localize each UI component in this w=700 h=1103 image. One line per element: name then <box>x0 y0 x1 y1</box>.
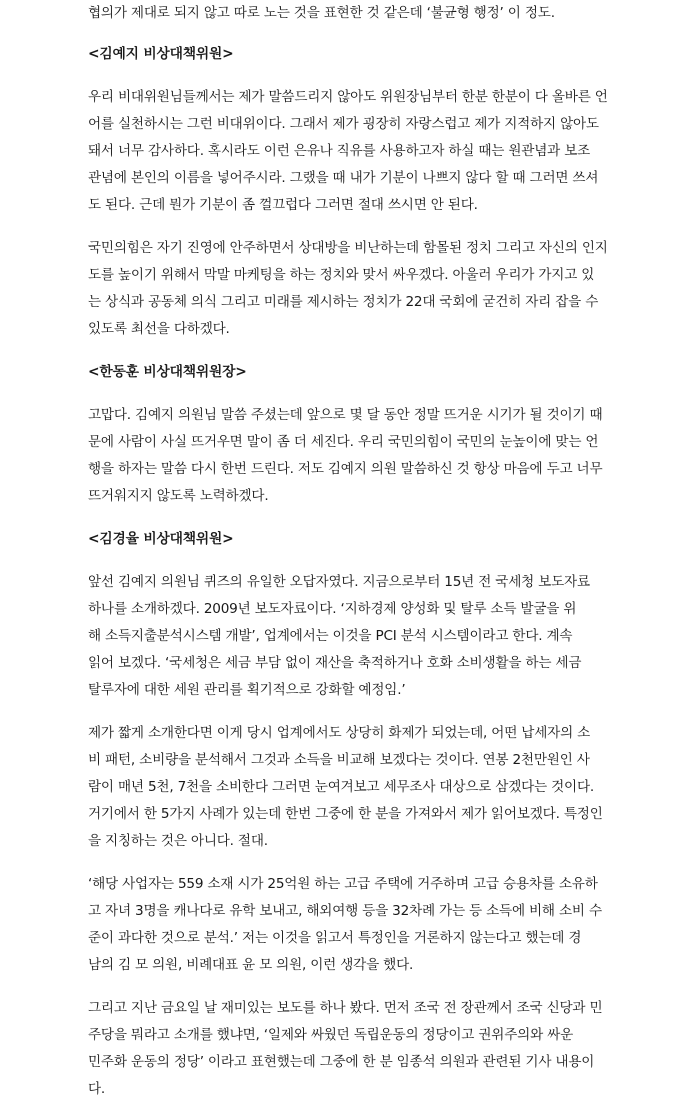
document-page <box>88 0 618 1103</box>
text-line: 남의 김 모 의원, 비례대표 윤 모 의원, 이런 생각을 했다. <box>88 957 414 973</box>
paragraph-kim-kyungyul-4 <box>88 995 618 1103</box>
text-line: 람이 매년 5천, 7천을 소비한다 그러면 눈여겨보고 세무조사 대상으로 삼겠다는 것이다. <box>88 779 595 795</box>
paragraph-kim-kyungyul-1 <box>88 569 618 704</box>
text-line: 협의가 제대로 되지 않고 따로 노는 것을 표현한 것 같은데 ‘불균형 행정’ 이 정도. <box>88 5 555 21</box>
text-line: 읽어 보겠다. ‘국세청은 세금 부담 없이 재산을 축적하거나 호화 소비생활을 하는 세금 <box>88 655 582 671</box>
speaker-heading-han-donghoon: <한동훈 비상대책위원장> <box>88 364 247 380</box>
text-line: 도 된다. 근데 뭔가 기분이 좀 껄끄럽다 그러면 절대 쓰시면 안 된다. <box>88 197 478 213</box>
text-line: 거기에서 한 5가지 사례가 있는데 한번 그중에 한 분을 가져와서 제가 읽어보겠다. 특정인 <box>88 806 603 822</box>
text-line: 제가 짧게 소개한다면 이게 당시 업계에서도 상당히 화제가 되었는데, 어떤 납세자의 소 <box>88 725 591 741</box>
text-line: 을 지칭하는 것은 아니다. 절대. <box>88 833 268 849</box>
text-line: 행을 하자는 말씀 다시 한번 드린다. 저도 김예지 의원 말씀하신 것 항상 마음에 두고 너무 <box>88 461 603 477</box>
text-line: ‘해당 사업자는 559 소재 시가 25억원 하는 고급 주택에 거주하며 고급 승용차를 소유하 <box>88 876 598 892</box>
text-line: 해 소득지출분석시스템 개발’, 업계에서는 이것을 PCI 분석 시스템이라고 한다. 계속 <box>88 628 573 644</box>
text-line: 도를 높이기 위해서 막말 마케팅을 하는 정치와 맞서 싸우겠다. 아울러 우리가 가지고 있 <box>88 267 595 283</box>
text-line: 돼서 너무 감사하다. 혹시라도 이런 은유나 직유를 사용하고자 하실 때는 원관념과 보조 <box>88 143 591 159</box>
paragraph-kim-yeji-1 <box>88 84 618 219</box>
text-line: 문에 사람이 사실 뜨거우면 말이 좀 더 세진다. 우리 국민의힘이 국민의 눈높이에 맞는 언 <box>88 434 599 450</box>
text-line: 주당을 뭐라고 소개를 했냐면, ‘일제와 싸웠던 독립운동의 정당이고 권위주의와 싸운 <box>88 1027 574 1043</box>
text-line: 뜨거워지지 않도록 노력하겠다. <box>88 488 269 504</box>
text-line: 국민의힘은 자기 진영에 안주하면서 상대방을 비난하는데 함몰된 정치 그리고 자신의 인지 <box>88 240 608 256</box>
text-line: 고 자녀 3명을 캐나다로 유학 보내고, 해외여행 등을 32차례 가는 등 소득에 비해 소비 수 <box>88 903 602 919</box>
paragraph-kim-kyungyul-2 <box>88 720 618 855</box>
text-line: 있도록 최선을 다하겠다. <box>88 321 230 337</box>
speaker-heading-kim-yeji: <김예지 비상대책위원> <box>88 46 234 62</box>
text-line: 어를 실천하시는 그런 비대위이다. 그래서 제가 굉장히 자랑스럽고 제가 지적하지 않아도 <box>88 116 599 132</box>
text-line: 앞선 김예지 의원님 퀴즈의 유일한 오답자였다. 지금으로부터 15년 전 국세청 보도자료 <box>88 574 590 590</box>
paragraph-kim-yeji-2 <box>88 235 618 343</box>
text-line: 하나를 소개하겠다. 2009년 보도자료이다. ‘지하경제 양성화 및 탈루 소득 발굴을 위 <box>88 601 577 617</box>
paragraph-intro <box>88 0 618 27</box>
text-line: 고맙다. 김예지 의원님 말씀 주셨는데 앞으로 몇 달 동안 정말 뜨거운 시기가 될 것이기 때 <box>88 407 603 423</box>
text-line: 비 패턴, 소비량을 분석해서 그것과 소득을 비교해 보겠다는 것이다. 연봉 2천만원인 사 <box>88 752 590 768</box>
speaker-heading-kim-kyungyul: <김경율 비상대책위원> <box>88 531 234 547</box>
text-line: 그리고 지난 금요일 날 재미있는 보도를 하나 봤다. 먼저 조국 전 장관께서 조국 신당과 민 <box>88 1000 603 1016</box>
text-line: 민주화 운동의 정당’ 이라고 표현했는데 그중에 한 분 임종석 의원과 관련된 기사 내용이 <box>88 1054 595 1070</box>
text-line: 준이 과다한 것으로 분석.’ 저는 이것을 읽고서 특정인을 거론하지 않는다고 했는데 경 <box>88 930 582 946</box>
text-line: 관념에 본인의 이름을 넣어주시라. 그랬을 때 내가 기분이 나쁘지 않다 할 때 그러면 쓰셔 <box>88 170 599 186</box>
paragraph-kim-kyungyul-3 <box>88 871 618 979</box>
text-line: 는 상식과 공동체 의식 그리고 미래를 제시하는 정치가 22대 국회에 굳건히 자리 잡을 수 <box>88 294 599 310</box>
paragraph-han-donghoon <box>88 402 618 510</box>
text-line: 다. <box>88 1081 106 1097</box>
text-line: 우리 비대위원님들께서는 제가 말씀드리지 않아도 위원장님부터 한분 한분이 다 올바른 언 <box>88 89 608 105</box>
text-line: 탈루자에 대한 세원 관리를 획기적으로 강화할 예정임.’ <box>88 682 406 698</box>
